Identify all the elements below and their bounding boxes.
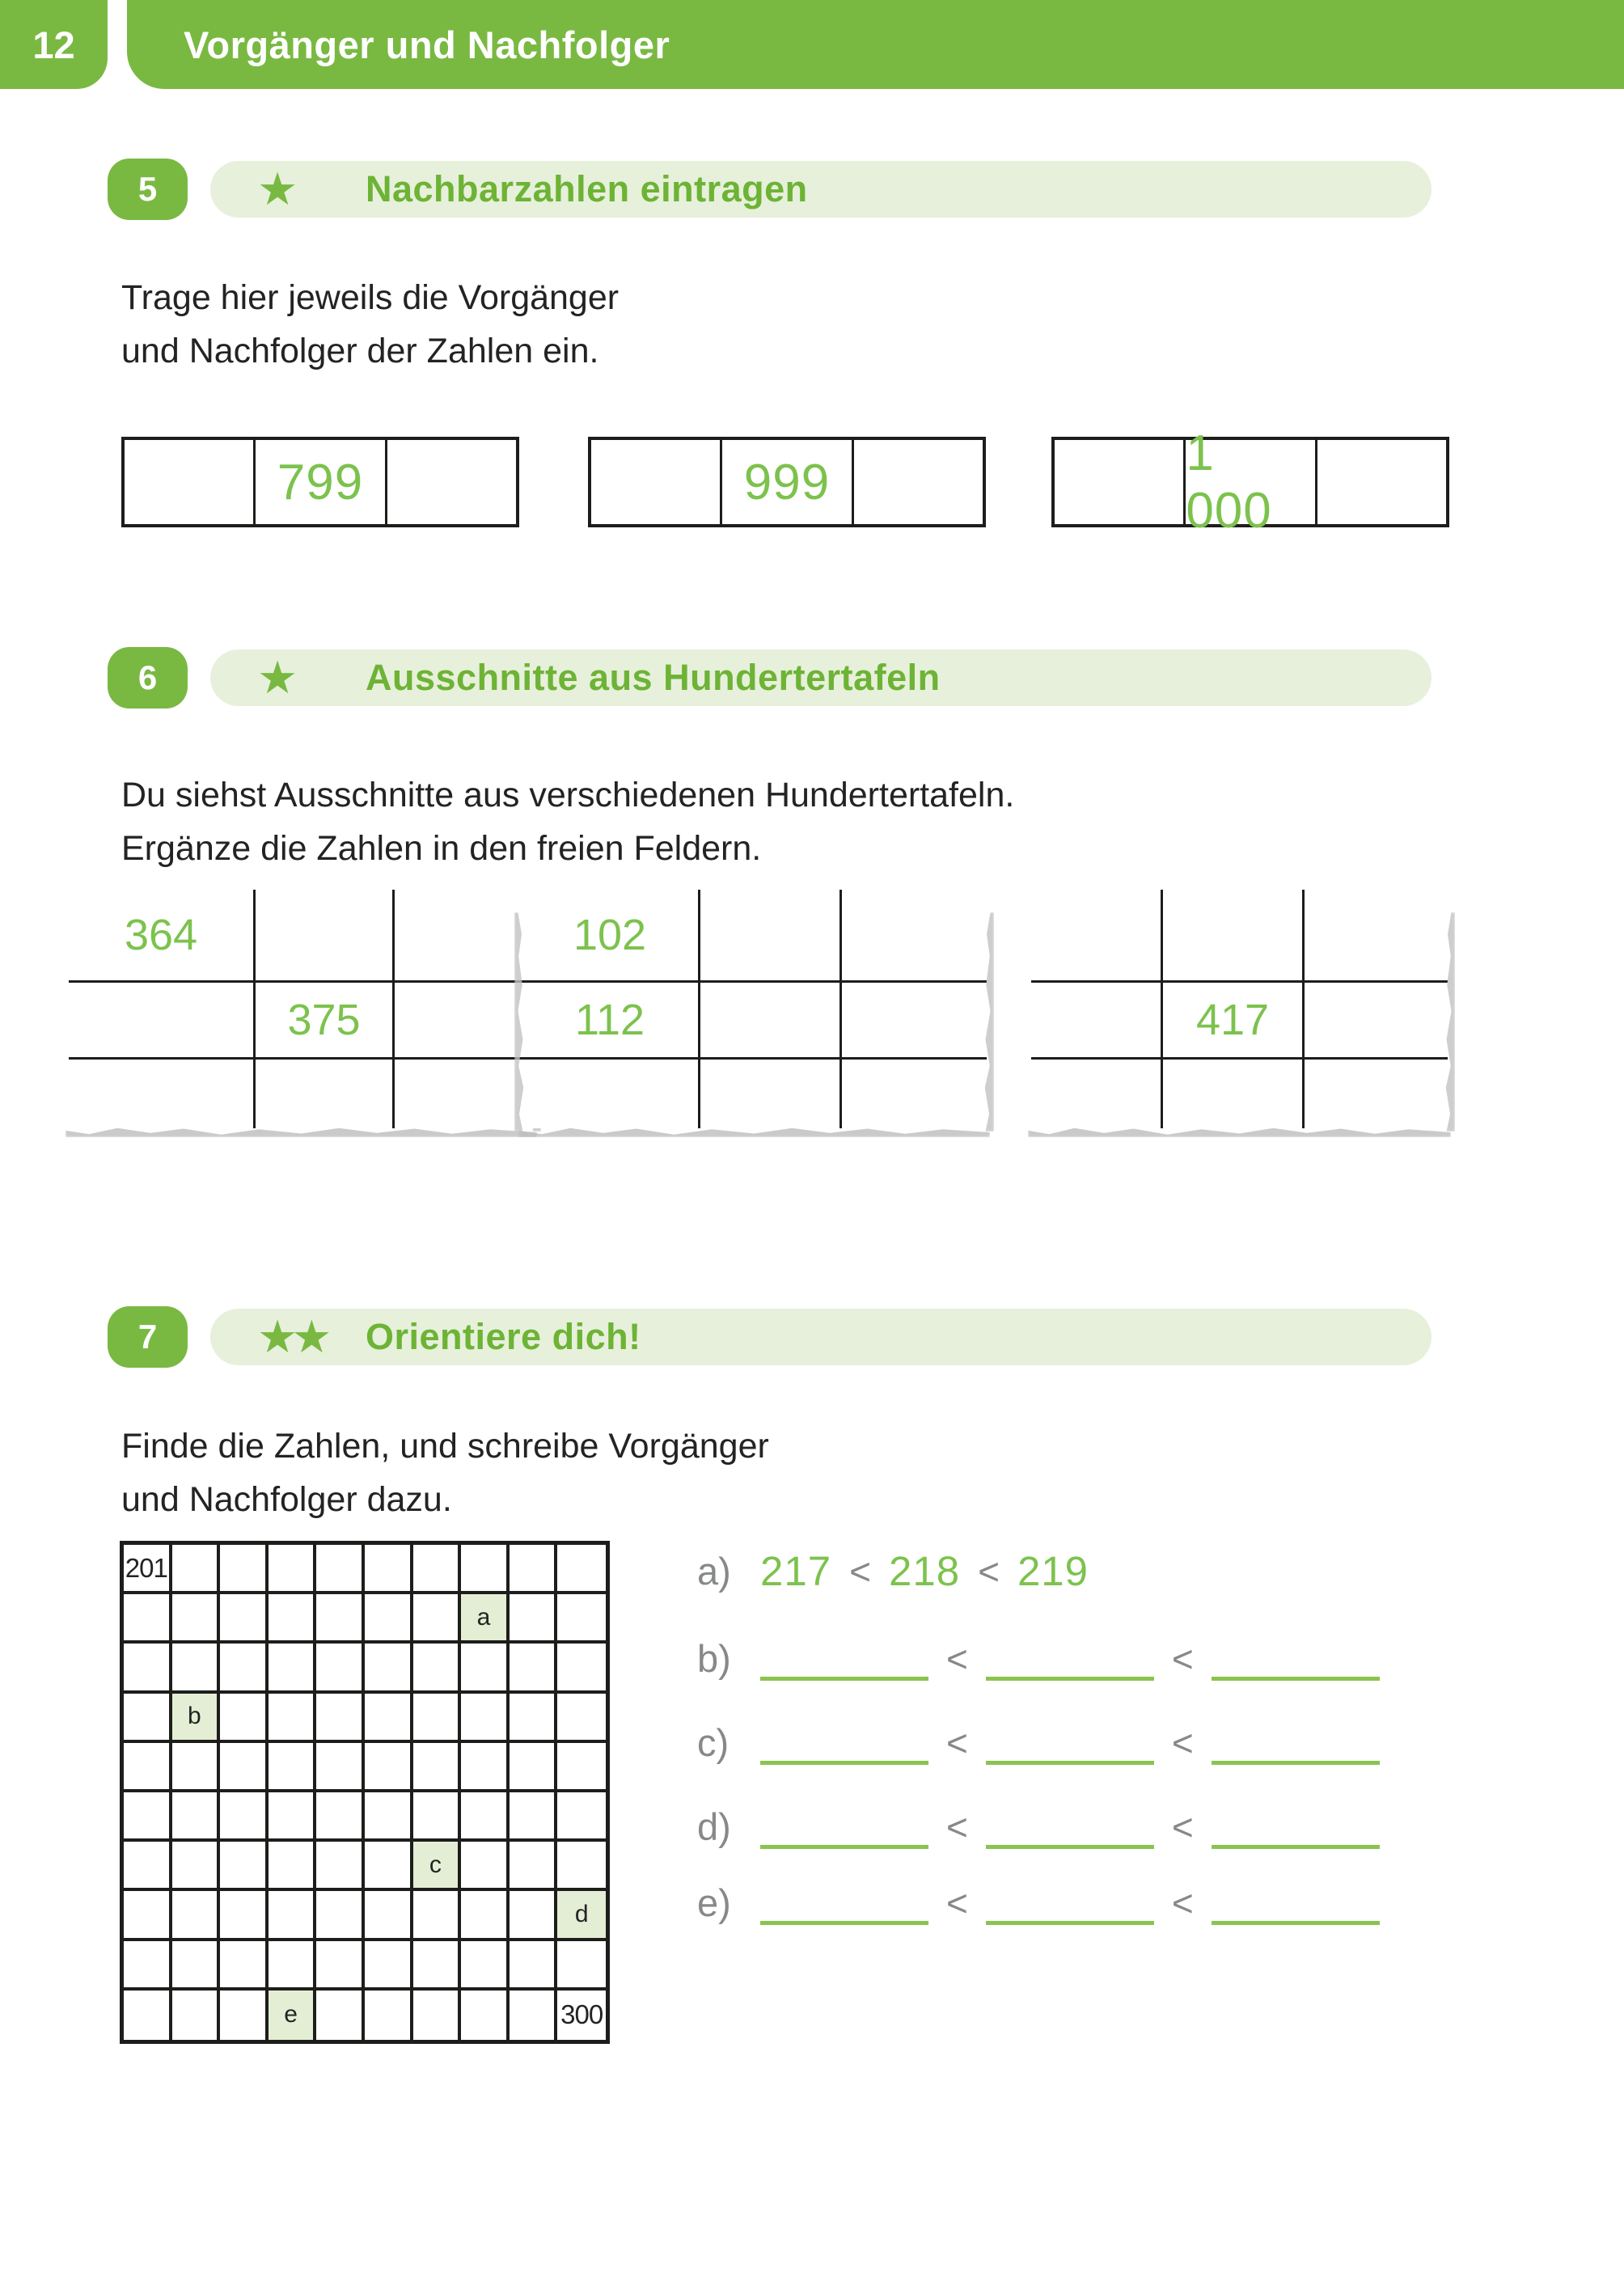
answer-blank[interactable] (760, 1639, 928, 1681)
grid-cell (461, 1644, 510, 1693)
grid-cell (510, 1891, 558, 1940)
grid-cell (172, 1991, 221, 2040)
page-title: Vorgänger und Nachfolger (184, 23, 670, 66)
grid-cell (124, 1941, 172, 1991)
fragment-empty-cell[interactable] (522, 1060, 700, 1128)
grid-cell (461, 1891, 510, 1940)
fragment-empty-cell[interactable] (1163, 890, 1305, 983)
page-number-tab (0, 0, 108, 89)
grid-cell (557, 1743, 606, 1792)
fragment-empty-cell[interactable] (1305, 890, 1448, 983)
less-than-sign: < (946, 1882, 968, 1924)
fragment-empty-cell[interactable] (1031, 983, 1163, 1060)
grid-cell (365, 1792, 413, 1842)
grid-marked-cell-d: d (557, 1891, 606, 1940)
grid-start-cell: 201 (124, 1545, 172, 1594)
grid-cell (316, 1891, 365, 1940)
exercise6-title-pill (210, 649, 1432, 706)
grid-cell (413, 1743, 462, 1792)
answer-blank[interactable] (1212, 1639, 1380, 1681)
less-than-sign: < (1171, 1722, 1194, 1764)
grid-cell (510, 1792, 558, 1842)
grid-cell (316, 1545, 365, 1594)
instruction-line: Ergänze die Zahlen in den freien Feldern. (121, 829, 762, 868)
grid-cell (316, 1792, 365, 1842)
grid-cell (413, 1594, 462, 1644)
difficulty-stars-icon: ★★ (257, 1311, 326, 1362)
grid-cell (220, 1792, 269, 1842)
grid-cell (220, 1644, 269, 1693)
exercise7-instruction (121, 1419, 769, 1526)
answer-label: d) (697, 1805, 731, 1848)
grid-cell (365, 1891, 413, 1940)
grid-cell (220, 1743, 269, 1792)
grid-cell (220, 1694, 269, 1743)
fragment-empty-cell[interactable] (700, 1060, 842, 1128)
grid-cell (557, 1842, 606, 1891)
instruction-line: und Nachfolger der Zahlen ein. (121, 332, 599, 370)
grid-cell (557, 1694, 606, 1743)
fragment-empty-cell[interactable] (1031, 890, 1163, 983)
predecessor-cell[interactable] (1055, 440, 1183, 524)
answer-blank[interactable] (760, 1884, 928, 1925)
less-than-sign: < (946, 1806, 968, 1848)
less-than-sign: < (946, 1722, 968, 1764)
exercise5-title: Nachbarzahlen eintragen (366, 168, 808, 209)
grid-cell (413, 1891, 462, 1940)
grid-cell (510, 1991, 558, 2040)
neighbour-table-1 (121, 437, 519, 527)
grid-cell (413, 1792, 462, 1842)
exercise5-number: 5 (137, 170, 158, 208)
grid-marked-cell-e: e (269, 1991, 317, 2040)
answer-value: 217 (760, 1548, 832, 1594)
grid-cell (269, 1792, 317, 1842)
exercise6-number: 6 (137, 658, 158, 696)
given-number-cell (253, 440, 384, 524)
grid-cell (510, 1545, 558, 1594)
grid-cell (124, 1991, 172, 2040)
grid-cell (461, 1842, 510, 1891)
instruction-line: Trage hier jeweils die Vorgänger (121, 278, 620, 317)
fragment-empty-cell[interactable] (395, 983, 534, 1060)
grid-cell (557, 1941, 606, 1991)
grid-cell (269, 1891, 317, 1940)
grid-cell (510, 1694, 558, 1743)
exercise5-title-pill (210, 161, 1432, 218)
successor-cell[interactable] (1315, 440, 1446, 524)
grid-cell (316, 1694, 365, 1743)
answer-blank[interactable] (760, 1724, 928, 1765)
grid-cell (172, 1743, 221, 1792)
grid-cell (172, 1594, 221, 1644)
answer-value: 218 (888, 1548, 961, 1594)
cell-value: 1 000 (1186, 425, 1272, 539)
grid-cell (269, 1644, 317, 1693)
page-header-bar (127, 0, 1624, 89)
hundred-chart-fragment-1 (69, 890, 534, 1128)
answer-label: c) (697, 1721, 730, 1764)
grid-cell (220, 1545, 269, 1594)
grid-cell (220, 1842, 269, 1891)
fragment-empty-cell[interactable] (700, 890, 842, 983)
exercise5-number-badge (108, 159, 188, 220)
fragment-empty-cell[interactable] (1031, 1060, 1163, 1128)
exercise5-instruction (121, 271, 619, 378)
less-than-sign: < (1171, 1882, 1194, 1924)
given-number-cell (1183, 425, 1314, 539)
fragment-number-cell: 112 (522, 983, 700, 1060)
cell-value: 999 (743, 454, 831, 510)
hundred-chart-fragment-2 (522, 890, 987, 1128)
less-than-sign: < (978, 1551, 1000, 1593)
fragment-number-cell: 375 (256, 983, 395, 1060)
grid-cell (557, 1545, 606, 1594)
answer-row-d (697, 1799, 1380, 1851)
fragment-number-cell: 102 (522, 890, 700, 983)
answer-label: b) (697, 1637, 731, 1680)
exercise7-title-pill (210, 1309, 1432, 1365)
exercise7-number-badge (108, 1306, 188, 1368)
successor-cell[interactable] (385, 440, 516, 524)
answer-row-a (697, 1543, 1089, 1595)
page-number: 12 (32, 23, 75, 66)
grid-cell (510, 1941, 558, 1991)
answer-row-c (697, 1715, 1380, 1766)
less-than-sign: < (1171, 1806, 1194, 1848)
answer-blank[interactable] (1212, 1884, 1380, 1925)
answer-blank[interactable] (760, 1808, 928, 1849)
fragment-empty-cell[interactable] (700, 983, 842, 1060)
grid-cell (365, 1545, 413, 1594)
predecessor-cell[interactable] (591, 440, 720, 524)
exercise6-number-badge (108, 647, 188, 709)
grid-marked-cell-c: c (413, 1842, 462, 1891)
grid-cell (557, 1594, 606, 1644)
grid-cell (510, 1644, 558, 1693)
grid-cell (172, 1891, 221, 1940)
grid-cell (172, 1842, 221, 1891)
exercise7-title: Orientiere dich! (366, 1316, 641, 1357)
exercise7-header (0, 1306, 1624, 1368)
answer-blank[interactable] (986, 1724, 1154, 1765)
grid-cell (316, 1842, 365, 1891)
answer-value: 219 (1017, 1548, 1089, 1594)
fragment-empty-cell[interactable] (842, 1060, 987, 1128)
neighbour-table-2 (588, 437, 986, 527)
fragment-empty-cell[interactable] (69, 1060, 256, 1128)
grid-cell (461, 1743, 510, 1792)
grid-cell (124, 1644, 172, 1693)
answer-blank[interactable] (986, 1884, 1154, 1925)
grid-cell (269, 1941, 317, 1991)
grid-cell (510, 1743, 558, 1792)
answer-blank[interactable] (1212, 1808, 1380, 1849)
grid-cell (557, 1644, 606, 1693)
fragment-empty-cell[interactable] (395, 1060, 534, 1128)
grid-cell (220, 1991, 269, 2040)
grid-cell (413, 1941, 462, 1991)
grid-cell (269, 1743, 317, 1792)
grid-cell (172, 1644, 221, 1693)
grid-cell (365, 1991, 413, 2040)
fragment-number-cell: 417 (1163, 983, 1305, 1060)
grid-cell (269, 1694, 317, 1743)
fragment-number-cell: 364 (69, 890, 256, 983)
grid-cell (365, 1594, 413, 1644)
grid-cell (557, 1792, 606, 1842)
grid-cell (172, 1792, 221, 1842)
predecessor-cell[interactable] (125, 440, 253, 524)
instruction-line: und Nachfolger dazu. (121, 1480, 452, 1519)
grid-cell (124, 1743, 172, 1792)
successor-cell[interactable] (852, 440, 983, 524)
grid-cell (124, 1594, 172, 1644)
grid-marked-cell-b: b (172, 1694, 221, 1743)
grid-cell (220, 1891, 269, 1940)
grid-cell (269, 1594, 317, 1644)
grid-cell (365, 1842, 413, 1891)
grid-cell (413, 1991, 462, 2040)
less-than-sign: < (849, 1551, 871, 1593)
grid-cell (510, 1842, 558, 1891)
fragment-empty-cell[interactable] (256, 1060, 395, 1128)
grid-end-cell: 300 (560, 1999, 603, 2030)
exercise6-title: Ausschnitte aus Hundertertafeln (366, 657, 941, 698)
grid-cell (124, 1891, 172, 1940)
grid-cell (269, 1545, 317, 1594)
less-than-sign: < (946, 1638, 968, 1680)
fragment-empty-cell[interactable] (1305, 983, 1448, 1060)
grid-cell (413, 1694, 462, 1743)
grid-cell (365, 1743, 413, 1792)
given-number-cell (720, 440, 851, 524)
grid-cell (124, 1792, 172, 1842)
answer-label: a) (697, 1550, 731, 1593)
grid-cell (365, 1941, 413, 1991)
difficulty-star-icon: ★ (257, 163, 292, 214)
grid-cell (413, 1644, 462, 1693)
grid-cell (365, 1644, 413, 1693)
less-than-sign: < (1171, 1638, 1194, 1680)
grid-cell (316, 1644, 365, 1693)
answer-blank[interactable] (986, 1808, 1154, 1849)
answer-blank[interactable] (986, 1639, 1154, 1681)
grid-cell (172, 1941, 221, 1991)
fragment-empty-cell[interactable] (1163, 1060, 1305, 1128)
grid-cell (316, 1743, 365, 1792)
hundred-grid (120, 1541, 610, 2044)
grid-marked-cell-a: a (461, 1594, 510, 1644)
fragment-empty-cell[interactable] (842, 983, 987, 1060)
grid-cell (461, 1694, 510, 1743)
grid-cell (220, 1941, 269, 1991)
grid-cell (510, 1594, 558, 1644)
fragment-empty-cell[interactable] (256, 890, 395, 983)
answer-row-e (697, 1875, 1380, 1927)
grid-cell (316, 1941, 365, 1991)
grid-cell (461, 1941, 510, 1991)
answer-label: e) (697, 1881, 731, 1924)
grid-cell (365, 1694, 413, 1743)
instruction-line: Du siehst Ausschnitte aus verschiedenen Hundertertafeln. (121, 776, 1015, 814)
difficulty-star-icon: ★ (257, 652, 292, 703)
grid-cell (269, 1842, 317, 1891)
exercise7-number: 7 (137, 1318, 158, 1356)
grid-cell (461, 1545, 510, 1594)
fragment-empty-cell[interactable] (842, 890, 987, 983)
grid-cell (316, 1594, 365, 1644)
grid-cell (172, 1545, 221, 1594)
grid-cell (316, 1991, 365, 2040)
grid-cell (124, 1694, 172, 1743)
grid-cell (220, 1594, 269, 1644)
cell-value: 799 (277, 454, 364, 510)
exercise5-header (0, 159, 1624, 220)
fragment-empty-cell[interactable] (395, 890, 534, 983)
exercise6-instruction (121, 768, 1014, 875)
fragment-empty-cell[interactable] (1305, 1060, 1448, 1128)
grid-cell (413, 1545, 462, 1594)
grid-cell (124, 1842, 172, 1891)
neighbour-table-3 (1051, 425, 1449, 539)
instruction-line: Finde die Zahlen, und schreibe Vorgänger (121, 1427, 769, 1466)
grid-cell (461, 1991, 510, 2040)
answer-row-b (697, 1631, 1380, 1682)
exercise6-header (0, 647, 1624, 709)
answer-blank[interactable] (1212, 1724, 1380, 1765)
grid-cell (461, 1792, 510, 1842)
hundred-chart-fragment-3 (1031, 890, 1448, 1128)
fragment-empty-cell[interactable] (69, 983, 256, 1060)
